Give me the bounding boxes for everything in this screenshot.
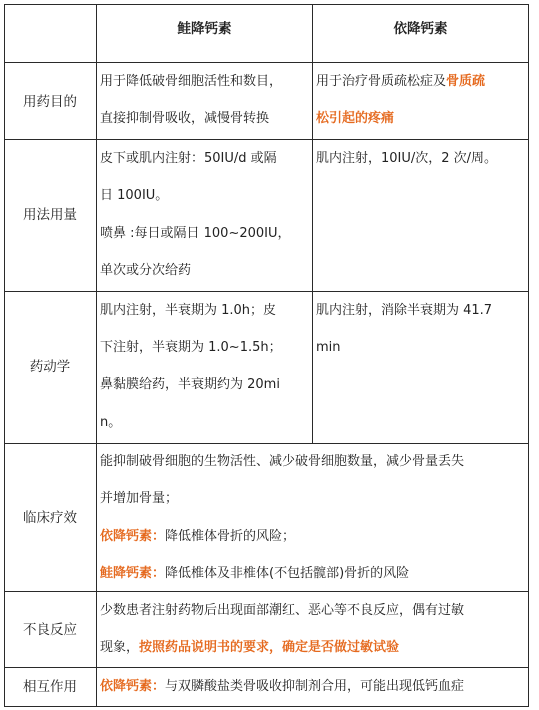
efficacy-line2: 并增加骨量； xyxy=(100,491,179,506)
pk-salmon-line4: n。 xyxy=(100,415,122,430)
efficacy-elcatonin-text: 降低椎体骨折的风险； xyxy=(165,529,296,544)
col-divider xyxy=(312,4,313,443)
table-border-right xyxy=(528,4,529,707)
col-divider xyxy=(96,4,97,707)
table-border-bottom xyxy=(4,706,529,707)
purpose-elcatonin-highlight: 骨质疏 xyxy=(446,74,486,89)
adverse-line2 xyxy=(100,638,399,658)
purpose-salmon-line2: 直接抑制骨吸收，减慢骨转换 xyxy=(100,111,270,126)
efficacy-salmon-name: 鲑降钙素： xyxy=(100,566,166,581)
header-elcatonin: 依降钙素 xyxy=(393,21,448,37)
efficacy-salmon-text: 降低椎体及非椎体(不包括髋部)骨折的风险 xyxy=(165,566,410,581)
row-label-interaction: 相互作用 xyxy=(23,679,77,695)
usage-salmon-line2: 日 100IU。 xyxy=(100,188,169,203)
interaction-elcatonin-name: 依降钙素： xyxy=(100,679,166,694)
purpose-salmon-line1: 用于降低破骨细胞活性和数目， xyxy=(100,74,283,89)
usage-salmon-line1: 皮下或肌内注射：50IU/d 或隔 xyxy=(100,151,277,166)
pk-salmon-line3: 鼻黏膜给药，半衰期约为 20mi xyxy=(100,377,280,392)
interaction-line xyxy=(100,677,464,697)
row-divider xyxy=(4,443,529,444)
efficacy-salmon-line xyxy=(100,564,409,584)
row-label-efficacy: 临床疗效 xyxy=(23,510,77,526)
pk-elcatonin-line2: min xyxy=(316,340,341,355)
interaction-text: 与双膦酸盐类骨吸收抑制剂合用，可能出现低钙血症 xyxy=(165,679,465,694)
usage-salmon-line3: 喷鼻 :每日或隔日 100~200IU， xyxy=(100,226,291,241)
efficacy-line1: 能抑制破骨细胞的生物活性、减少破骨细胞数量，减少骨量丢失 xyxy=(100,454,465,469)
efficacy-elcatonin-line xyxy=(100,527,295,547)
row-label-adverse: 不良反应 xyxy=(23,622,77,638)
row-divider xyxy=(4,591,529,592)
usage-elcatonin-line1: 肌内注射，10IU/次，2 次/周。 xyxy=(316,151,498,166)
header-salmon-calcitonin: 鲑降钙素 xyxy=(177,21,232,37)
row-divider xyxy=(4,62,529,63)
table-border-top xyxy=(4,4,529,5)
row-label-pharmacokinetics: 药动学 xyxy=(29,359,71,375)
row-divider xyxy=(4,667,529,668)
purpose-elcatonin-line2: 松引起的疼痛 xyxy=(316,111,395,126)
pk-salmon-line1: 肌内注射，半衰期为 1.0h；皮 xyxy=(100,303,277,318)
adverse-line1: 少数患者注射药物后出现面部潮红、恶心等不良反应，偶有过敏 xyxy=(100,603,465,618)
purpose-elcatonin-line1 xyxy=(316,72,485,92)
adverse-line2-highlight: 按照药品说明书的要求，确定是否做过敏试验 xyxy=(139,640,400,655)
efficacy-elcatonin-name: 依降钙素： xyxy=(100,529,166,544)
row-divider xyxy=(4,139,529,140)
adverse-line2-prefix: 现象， xyxy=(100,640,140,655)
row-label-purpose: 用药目的 xyxy=(23,94,77,110)
pk-elcatonin-line1: 肌内注射，消除半衰期为 41.7 xyxy=(316,303,493,318)
pk-salmon-line2: 下注射，半衰期为 1.0~1.5h； xyxy=(100,340,282,355)
row-label-usage: 用法用量 xyxy=(23,207,77,223)
row-divider xyxy=(4,291,529,292)
purpose-elcatonin-text: 用于治疗骨质疏松症及 xyxy=(316,74,447,89)
usage-salmon-line4: 单次或分次给药 xyxy=(100,263,192,278)
